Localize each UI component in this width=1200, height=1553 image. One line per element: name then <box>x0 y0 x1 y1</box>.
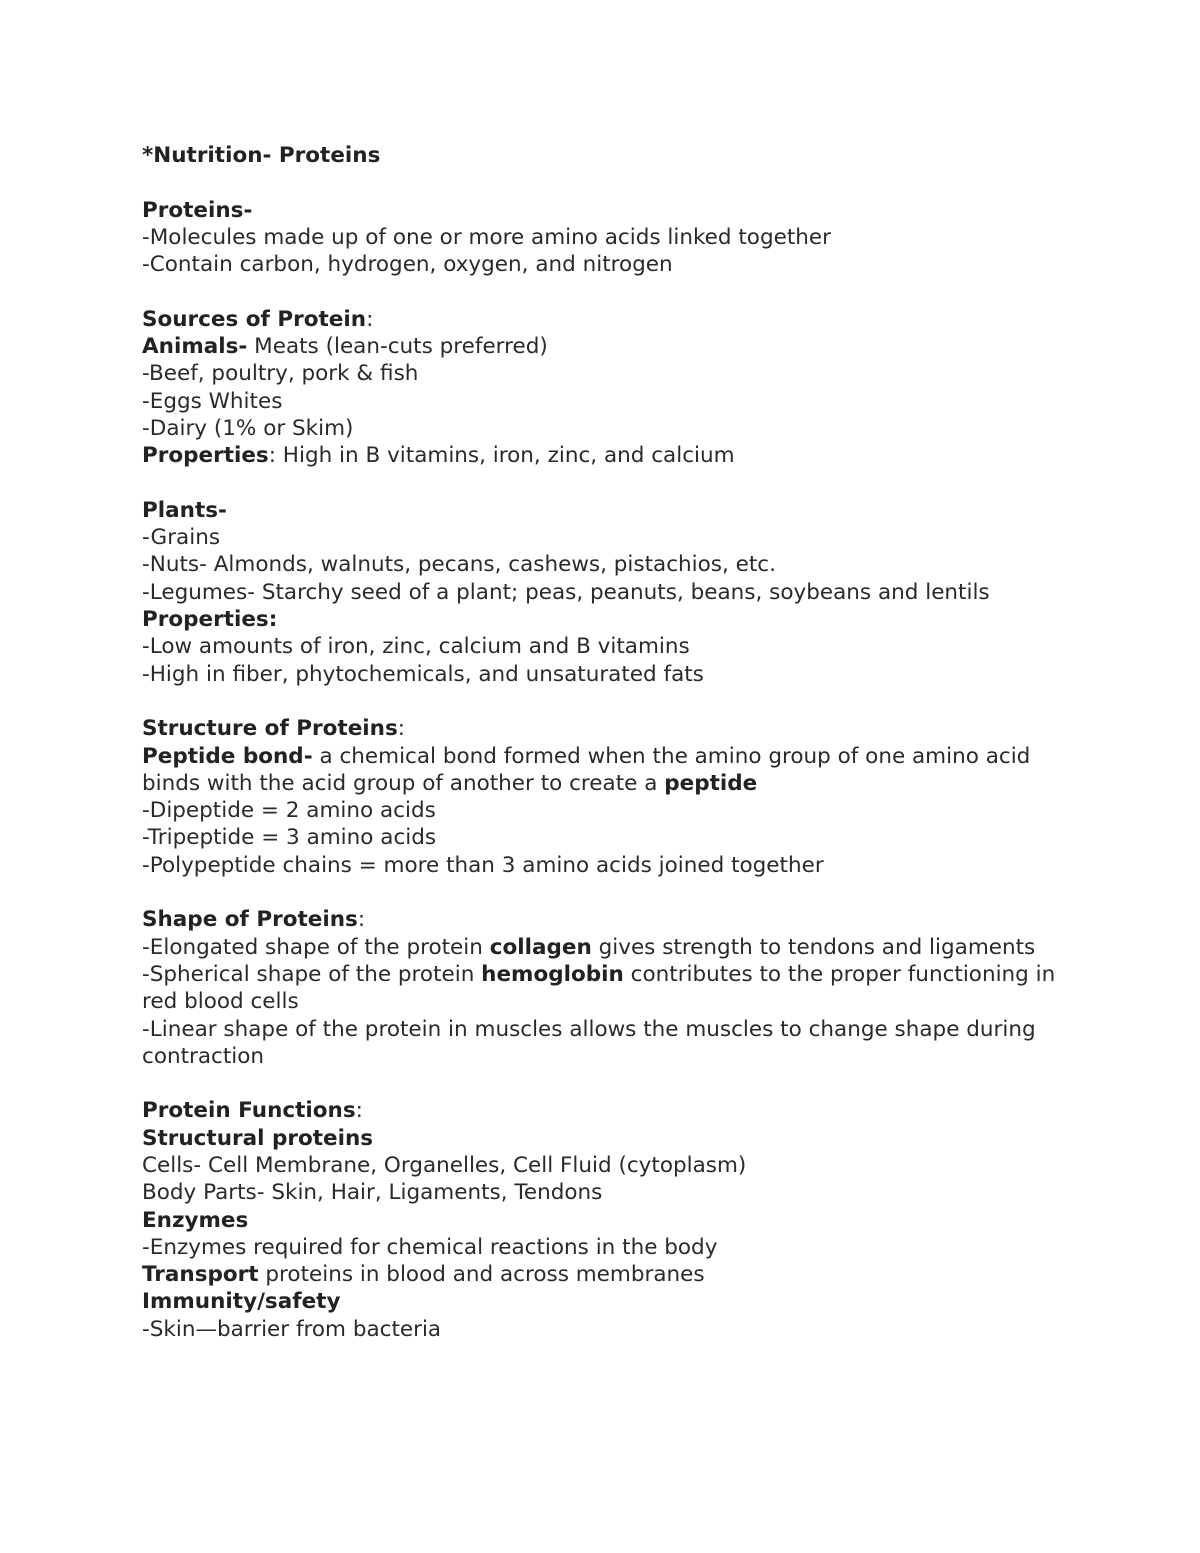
structure-item: -Tripeptide = 3 amino acids <box>142 825 437 851</box>
plant-property-item: -High in fiber, phytochemicals, and unsaturated fats <box>142 661 704 687</box>
proteins-item: -Contain carbon, hydrogen, oxygen, and nitrogen <box>142 252 673 278</box>
immunity-heading: Immunity/safety <box>142 1289 341 1315</box>
peptide-bond-definition: Peptide bond- a chemical bond formed when the amino group of one amino acid binds with the acid group of another to create a peptide <box>142 743 1031 796</box>
document-title: *Nutrition- Proteins <box>142 143 381 168</box>
spacer <box>142 879 1072 906</box>
animal-item: -Dairy (1% or Skim) <box>142 415 354 441</box>
proteins-item: -Molecules made up of one or more amino acids linked together <box>142 224 831 250</box>
sources-heading: Sources of Protein: <box>142 306 374 332</box>
functions-heading: Protein Functions: <box>142 1098 363 1124</box>
plants-heading: Plants- <box>142 497 227 523</box>
shape-heading: Shape of Proteins: <box>142 907 366 933</box>
spacer <box>142 169 1072 196</box>
enzymes-item: -Enzymes required for chemical reactions in the body <box>142 1234 718 1260</box>
structure-heading: Structure of Proteins: <box>142 716 405 742</box>
plant-item: -Nuts- Almonds, walnuts, pecans, cashews, pistachios, etc. <box>142 552 776 578</box>
plant-property-item: -Low amounts of iron, zinc, calcium and B vitamins <box>142 634 690 660</box>
document-body <box>142 142 1072 1343</box>
structural-proteins-heading: Structural proteins <box>142 1125 374 1151</box>
animals-line: Animals- Meats (lean-cuts preferred) <box>142 334 548 360</box>
shape-item-collagen: -Elongated shape of the protein collagen gives strength to tendons and ligaments <box>142 934 1036 960</box>
shape-item-linear: -Linear shape of the protein in muscles allows the muscles to change shape during contraction <box>142 1016 1036 1069</box>
plant-item: -Legumes- Starchy seed of a plant; peas, peanuts, beans, soybeans and lentils <box>142 579 990 605</box>
animal-properties-line: Properties: High in B vitamins, iron, zinc, and calcium <box>142 443 735 469</box>
proteins-heading: Proteins- <box>142 197 253 223</box>
plant-properties-heading: Properties: <box>142 607 278 633</box>
plant-item: -Grains <box>142 525 221 551</box>
immunity-item: -Skin—barrier from bacteria <box>142 1316 442 1342</box>
animal-item: -Beef, poultry, pork & fish <box>142 361 419 387</box>
structure-item: -Polypeptide chains = more than 3 amino acids joined together <box>142 852 824 878</box>
shape-item-hemoglobin: -Spherical shape of the protein hemoglobin contributes to the proper functioning in red blood cells <box>142 961 1056 1015</box>
spacer <box>142 278 1072 305</box>
spacer <box>142 688 1072 715</box>
structural-item: Body Parts- Skin, Hair, Ligaments, Tendons <box>142 1180 603 1206</box>
spacer <box>142 470 1072 497</box>
animal-item: -Eggs Whites <box>142 388 283 414</box>
transport-line: Transport proteins in blood and across membranes <box>142 1262 705 1288</box>
structural-item: Cells- Cell Membrane, Organelles, Cell Fluid (cytoplasm) <box>142 1152 747 1178</box>
structure-item: -Dipeptide = 2 amino acids <box>142 798 436 824</box>
spacer <box>142 1070 1072 1097</box>
enzymes-heading: Enzymes <box>142 1207 249 1233</box>
